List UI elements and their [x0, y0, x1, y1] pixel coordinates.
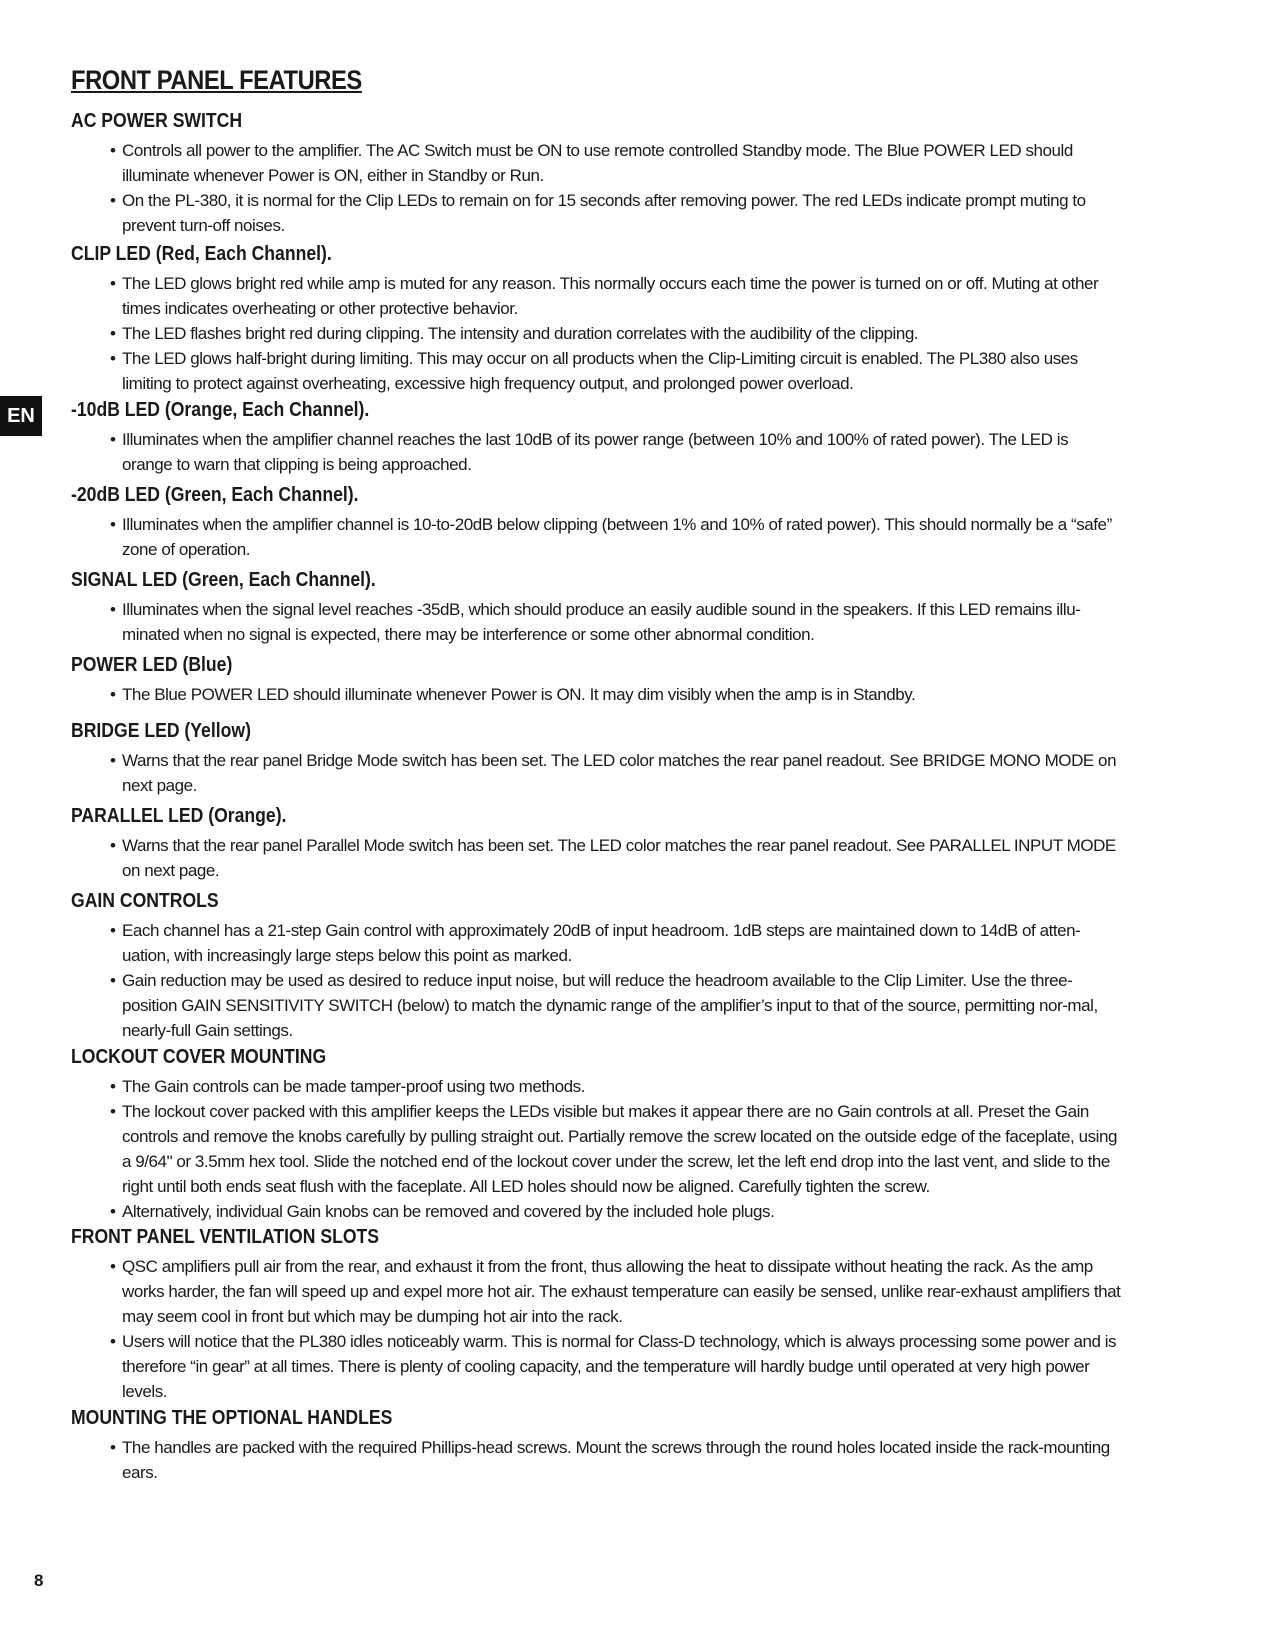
- bullet-list: [71, 918, 1171, 1043]
- section-ventilation-slots: [71, 1224, 1171, 1404]
- bullet-list: [71, 1254, 1171, 1404]
- section-heading: MOUNTING THE OPTIONAL HANDLES: [71, 1407, 393, 1429]
- section-parallel-led: [71, 803, 1171, 883]
- list-item: • Warns that the rear panel Parallel Mode switch has been set. The LED color matches the rear panel readout. See PARALLEL INPUT MODE on next page.: [110, 833, 1122, 883]
- section-bridge-led: [71, 718, 1171, 798]
- list-item: • The LED glows bright red while amp is muted for any reason. This normally occurs each time the power is turned on or off. Muting at other times indicates overheating or other protective behavior.: [110, 271, 1122, 321]
- bullet-list: [71, 1435, 1171, 1485]
- section-heading: -20dB LED (Green, Each Channel).: [71, 484, 359, 506]
- section-20db-led: [71, 482, 1171, 562]
- bullet-list: [71, 833, 1171, 883]
- section-heading: SIGNAL LED (Green, Each Channel).: [71, 569, 376, 591]
- section-heading: LOCKOUT COVER MOUNTING: [71, 1046, 327, 1068]
- section-heading: BRIDGE LED (Yellow): [71, 720, 251, 742]
- bullet-list: [71, 748, 1171, 798]
- list-item: • QSC amplifiers pull air from the rear, and exhaust it from the front, thus allowing the heat to dissipate without heating the rack. As the amp works harder, the fan will speed up and expel more hot air. The exhaust temperature can easily be sensed, unlike rear-exhaust amplifiers that may seem cool in front but which may be dumping hot air into the rack.: [110, 1254, 1122, 1329]
- list-item: • The handles are packed with the required Phillips-head screws. Mount the screws through the round holes located inside the rack-mounting ears.: [110, 1435, 1122, 1485]
- section-heading: POWER LED (Blue): [71, 654, 233, 676]
- section-heading: CLIP LED (Red, Each Channel).: [71, 243, 332, 265]
- list-item: • Illuminates when the amplifier channel reaches the last 10dB of its power range (between 10% and 100% of rated power). The LED is orange to warn that clipping is being approached.: [110, 427, 1122, 477]
- list-item: • The LED glows half-bright during limiting. This may occur on all products when the Clip-Limiting circuit is enabled. The PL380 also uses limiting to protect against overheating, excessive high frequency output, and prolonged power overload.: [110, 346, 1122, 396]
- list-item: • The Gain controls can be made tamper-proof using two methods.: [110, 1074, 1122, 1099]
- bullet-list: [71, 1074, 1171, 1224]
- section-lockout-cover: [71, 1044, 1171, 1224]
- list-item: • Gain reduction may be used as desired to reduce input noise, but will reduce the headroom available to the Clip Limiter. Use the three-position GAIN SENSITIVITY SWITCH (below) to match the dynamic range of the amplifier’s input to that of the source, permitting nor-mal, nearly-full Gain settings.: [110, 968, 1122, 1043]
- bullet-list: [71, 427, 1171, 477]
- page-number: 8: [34, 1571, 44, 1590]
- section-heading: GAIN CONTROLS: [71, 890, 219, 912]
- section-heading: FRONT PANEL VENTILATION SLOTS: [71, 1226, 379, 1248]
- list-item: • The Blue POWER LED should illuminate whenever Power is ON. It may dim visibly when the amp is in Standby.: [110, 682, 1122, 707]
- page-title: FRONT PANEL FEATURES: [71, 65, 362, 95]
- list-item: • Each channel has a 21-step Gain control with approximately 20dB of input headroom. 1dB steps are maintained down to 14dB of atten-uation, with increasingly large steps below this point as marked.: [110, 918, 1122, 968]
- bullet-list: [71, 512, 1171, 562]
- section-clip-led: [71, 241, 1171, 396]
- bullet-list: [71, 271, 1171, 396]
- list-item: • Users will notice that the PL380 idles noticeably warm. This is normal for Class-D technology, which is always processing some power and is therefore “in gear” at all times. There is plenty of cooling capacity, and the temperature will hardly budge until operated at very high power levels.: [110, 1329, 1122, 1404]
- bullet-list: [71, 138, 1171, 238]
- list-item: • On the PL-380, it is normal for the Clip LEDs to remain on for 15 seconds after removing power. The red LEDs indicate prompt muting to prevent turn-off noises.: [110, 188, 1122, 238]
- section-power-led: [71, 652, 1171, 707]
- section-10db-led: [71, 397, 1171, 477]
- section-gain-controls: [71, 888, 1171, 1043]
- section-heading: AC POWER SWITCH: [71, 110, 243, 132]
- list-item: • Warns that the rear panel Bridge Mode switch has been set. The LED color matches the rear panel readout. See BRIDGE MONO MODE on next page.: [110, 748, 1122, 798]
- list-item: • Controls all power to the amplifier. The AC Switch must be ON to use remote controlled Standby mode. The Blue POWER LED should illuminate whenever Power is ON, either in Standby or Run.: [110, 138, 1122, 188]
- list-item: • Illuminates when the amplifier channel is 10-to-20dB below clipping (between 1% and 10% of rated power). This should normally be a “safe” zone of operation.: [110, 512, 1122, 562]
- bullet-list: [71, 682, 1171, 707]
- section-ac-power-switch: [71, 108, 1171, 238]
- section-heading: -10dB LED (Orange, Each Channel).: [71, 399, 370, 421]
- section-heading: PARALLEL LED (Orange).: [71, 805, 287, 827]
- language-tab: EN: [0, 396, 42, 436]
- list-item: • The lockout cover packed with this amplifier keeps the LEDs visible but makes it appear there are no Gain controls at all. Preset the Gain controls and remove the knobs carefully by pulling straight out. Partially remove the screw located on the outside edge of the faceplate, using a 9/64" or 3.5mm hex tool. Slide the notched end of the lockout cover under the screw, let the left end drop into the last vent, and slide to the right until both ends seat flush with the faceplate. All LED holes should now be aligned. Carefully tighten the screw.: [110, 1099, 1122, 1199]
- list-item: • Illuminates when the signal level reaches -35dB, which should produce an easily audible sound in the speakers. If this LED remains illu-minated when no signal is expected, there may be interference or some other abnormal condition.: [110, 597, 1122, 647]
- list-item: • Alternatively, individual Gain knobs can be removed and covered by the included hole plugs.: [110, 1199, 1122, 1224]
- section-signal-led: [71, 567, 1171, 647]
- list-item: • The LED flashes bright red during clipping. The intensity and duration correlates with the audibility of the clipping.: [110, 321, 1122, 346]
- bullet-list: [71, 597, 1171, 647]
- section-optional-handles: [71, 1405, 1171, 1485]
